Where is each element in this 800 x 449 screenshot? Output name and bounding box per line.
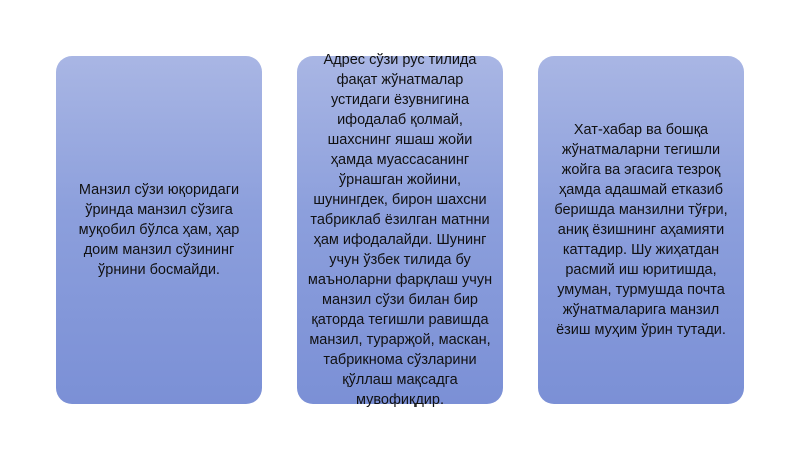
info-card-khat-khabar	[538, 56, 744, 404]
info-card-adres	[297, 52, 503, 408]
card-text: Адрес сўзи рус тилида фақат жўнатмалар устидаги ёзувнигина ифодалаб қолмай, шахснинг яшаш жойи ҳамда муассасанинг ўрнашган жойини, шунингдек, бирон шахсни табриклаб ёзилган матнни ҳам ифодалайди. Шунинг учун ўзбек тилида бу маъноларни фарқлаш учун манзил сўзи билан бир қаторда тегишли равишда манзил, турарҗой, маскан, табрикнома сўзларини қўллаш мақсадга мувофиқдир.	[307, 52, 493, 408]
card-text: Хат-хабар ва бошқа жўнатмаларни тегишли жойга ва эгасига тезроқ ҳамда адашмай етказиб беришда манзилни тўғри, аниқ ёзишнинг аҳамияти каттадир. Шу жиҳатдан расмий иш юритишда, умуман, турмушда почта жўнатмаларига манзил ёзиш муҳим ўрин тутади.	[554, 122, 728, 338]
info-card-manzil	[56, 56, 262, 404]
card-text: Манзил сўзи юқоридаги ўринда манзил сўзига муқобил бўлса ҳам, ҳар доим манзил сўзининг ўрнини босмайди.	[78, 182, 240, 278]
